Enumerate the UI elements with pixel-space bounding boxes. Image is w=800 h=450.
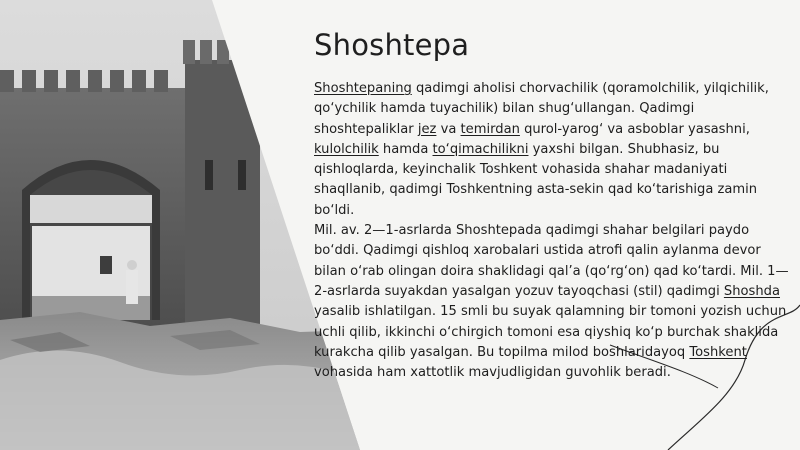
slide-title: Shoshtepa (314, 28, 470, 62)
paragraph-1-text-c: qurol-yarog‘ va asboblar yasashni, (519, 121, 750, 137)
link-toqimachilikni[interactable]: to‘qimachilikni (432, 141, 529, 157)
link-temirdan[interactable]: temirdan (460, 121, 520, 137)
link-kulolchilik[interactable]: kulolchilik (314, 141, 379, 157)
paragraph-2-text-a: Mil. av. 2—1-asrlarda Shoshtepada qadimgi shahar belgilari paydo bo‘ddi. Qadimgi qishloq xarobalari ustida atrofi qalin aylanma devor bilan o‘rab olingan doira shaklidagi qal’a (qo‘rg‘on) qad ko‘tardi. Mil. 1—2-asrlarda suyakdan yasalgan yozuv tayoqchasi (stil) qadimgi (314, 223, 789, 299)
paragraph-1 (314, 79, 794, 221)
paragraph-1-text-b: va (436, 121, 461, 137)
link-shoshtepaning[interactable]: Shoshtepaning (314, 81, 412, 96)
paragraph-1-text-d: hamda (378, 141, 433, 157)
paragraph-1-text-e: yaxshi bilgan. Shubhasiz, bu qishloqlarda, keyinchalik Toshkent vohasida shahar madaniyati shaqllanib, qadimgi Toshkentning asta-sekin qad ko‘tarishiga zamin bo‘ldi. (314, 141, 758, 218)
link-toshkent[interactable]: Toshkent (689, 344, 747, 360)
paragraph-2-text-b: yasalib ishlatilgan. 15 smli bu suyak qalamning bir tomoni yozish uchun uchli qilib, ikkinchi o‘chirgich tomoni esa qiyshiq ko‘p burchak shaklida kurakcha qilib yasalgan. Bu topilma milod boshlaridayoq (314, 304, 787, 360)
paragraph-1-text-a: qadimgi aholisi chorvachilik (qoramolchilik, yilqichilik, qo‘ychilik hamda tuyachilik) bilan shug‘ullangan. Qadimgi shoshtepaliklar (314, 81, 769, 137)
paragraph-2 (314, 221, 794, 383)
link-jez[interactable]: jez (417, 121, 437, 137)
link-shoshda[interactable]: Shoshda (723, 283, 780, 299)
slide-body-text (314, 79, 794, 383)
paragraph-2-text-c: vohasida ham xattotlik mavjudligidan guvohlik beradi. (314, 365, 671, 381)
